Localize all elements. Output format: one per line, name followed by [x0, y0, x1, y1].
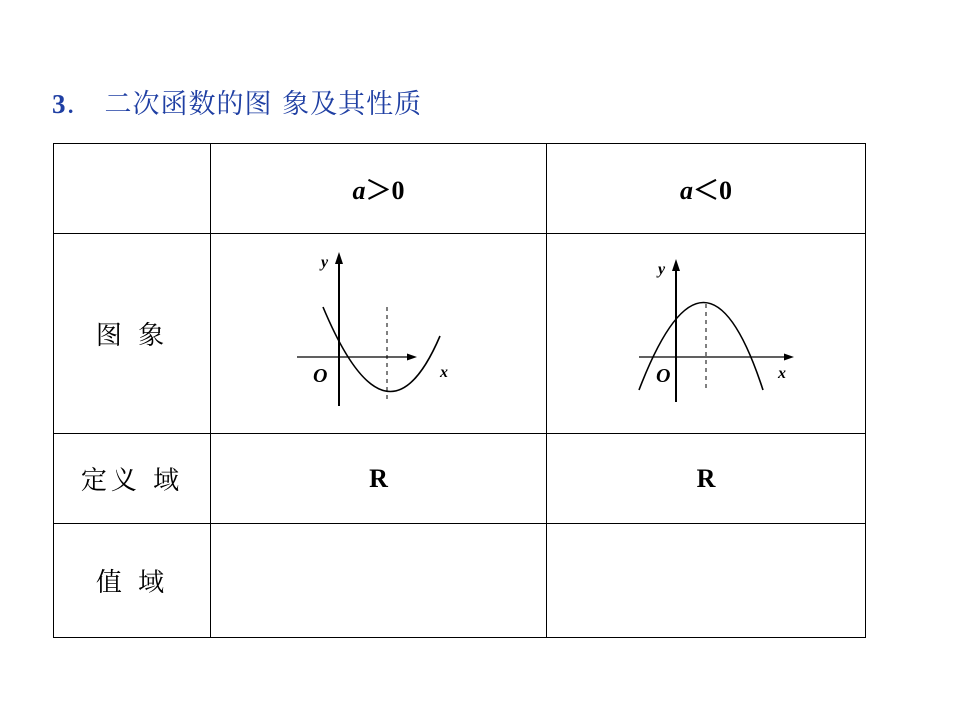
header-a-positive-rel: ＞0	[365, 176, 405, 205]
y-axis-label: y	[658, 261, 666, 278]
origin-label: O	[313, 365, 328, 387]
section-separator: ．	[66, 89, 95, 120]
header-blank-cell	[54, 144, 211, 234]
row-label-domain: 定义 域	[54, 434, 211, 524]
header-a-negative-rel: ＜0	[692, 176, 732, 205]
table-row-domain	[54, 434, 866, 524]
row-label-range: 值 域	[54, 524, 211, 638]
section-title: 二次函数的图 象及其性质	[104, 89, 423, 120]
domain-a-negative: R	[547, 434, 866, 524]
y-axis-arrow	[672, 259, 680, 271]
table-row-range	[54, 524, 866, 638]
range-a-positive	[211, 524, 547, 638]
x-axis-label: x	[778, 365, 786, 382]
section-heading	[52, 84, 422, 125]
header-a-positive	[211, 144, 547, 234]
graph-cell-a-positive	[211, 234, 547, 434]
domain-a-positive: R	[211, 434, 547, 524]
properties-table	[53, 143, 866, 638]
x-axis-arrow	[784, 354, 794, 361]
x-axis-arrow	[407, 354, 417, 361]
section-number: 3	[52, 89, 67, 119]
y-axis-arrow	[335, 252, 343, 264]
row-label-graph: 图 象	[54, 234, 211, 434]
x-axis-label: x	[440, 364, 448, 381]
graph-cell-a-negative	[547, 234, 866, 434]
parabola-curve	[323, 307, 440, 392]
table-header-row	[54, 144, 866, 234]
y-axis-label: y	[321, 254, 329, 271]
header-a-positive-var: a	[352, 176, 366, 205]
origin-label: O	[656, 365, 671, 387]
header-a-negative-var: a	[679, 176, 693, 205]
table-row-graph	[54, 234, 866, 434]
range-a-negative	[547, 524, 866, 638]
upward-parabola-graph	[211, 234, 546, 426]
header-a-negative	[547, 144, 866, 234]
downward-parabola-graph	[547, 234, 865, 426]
